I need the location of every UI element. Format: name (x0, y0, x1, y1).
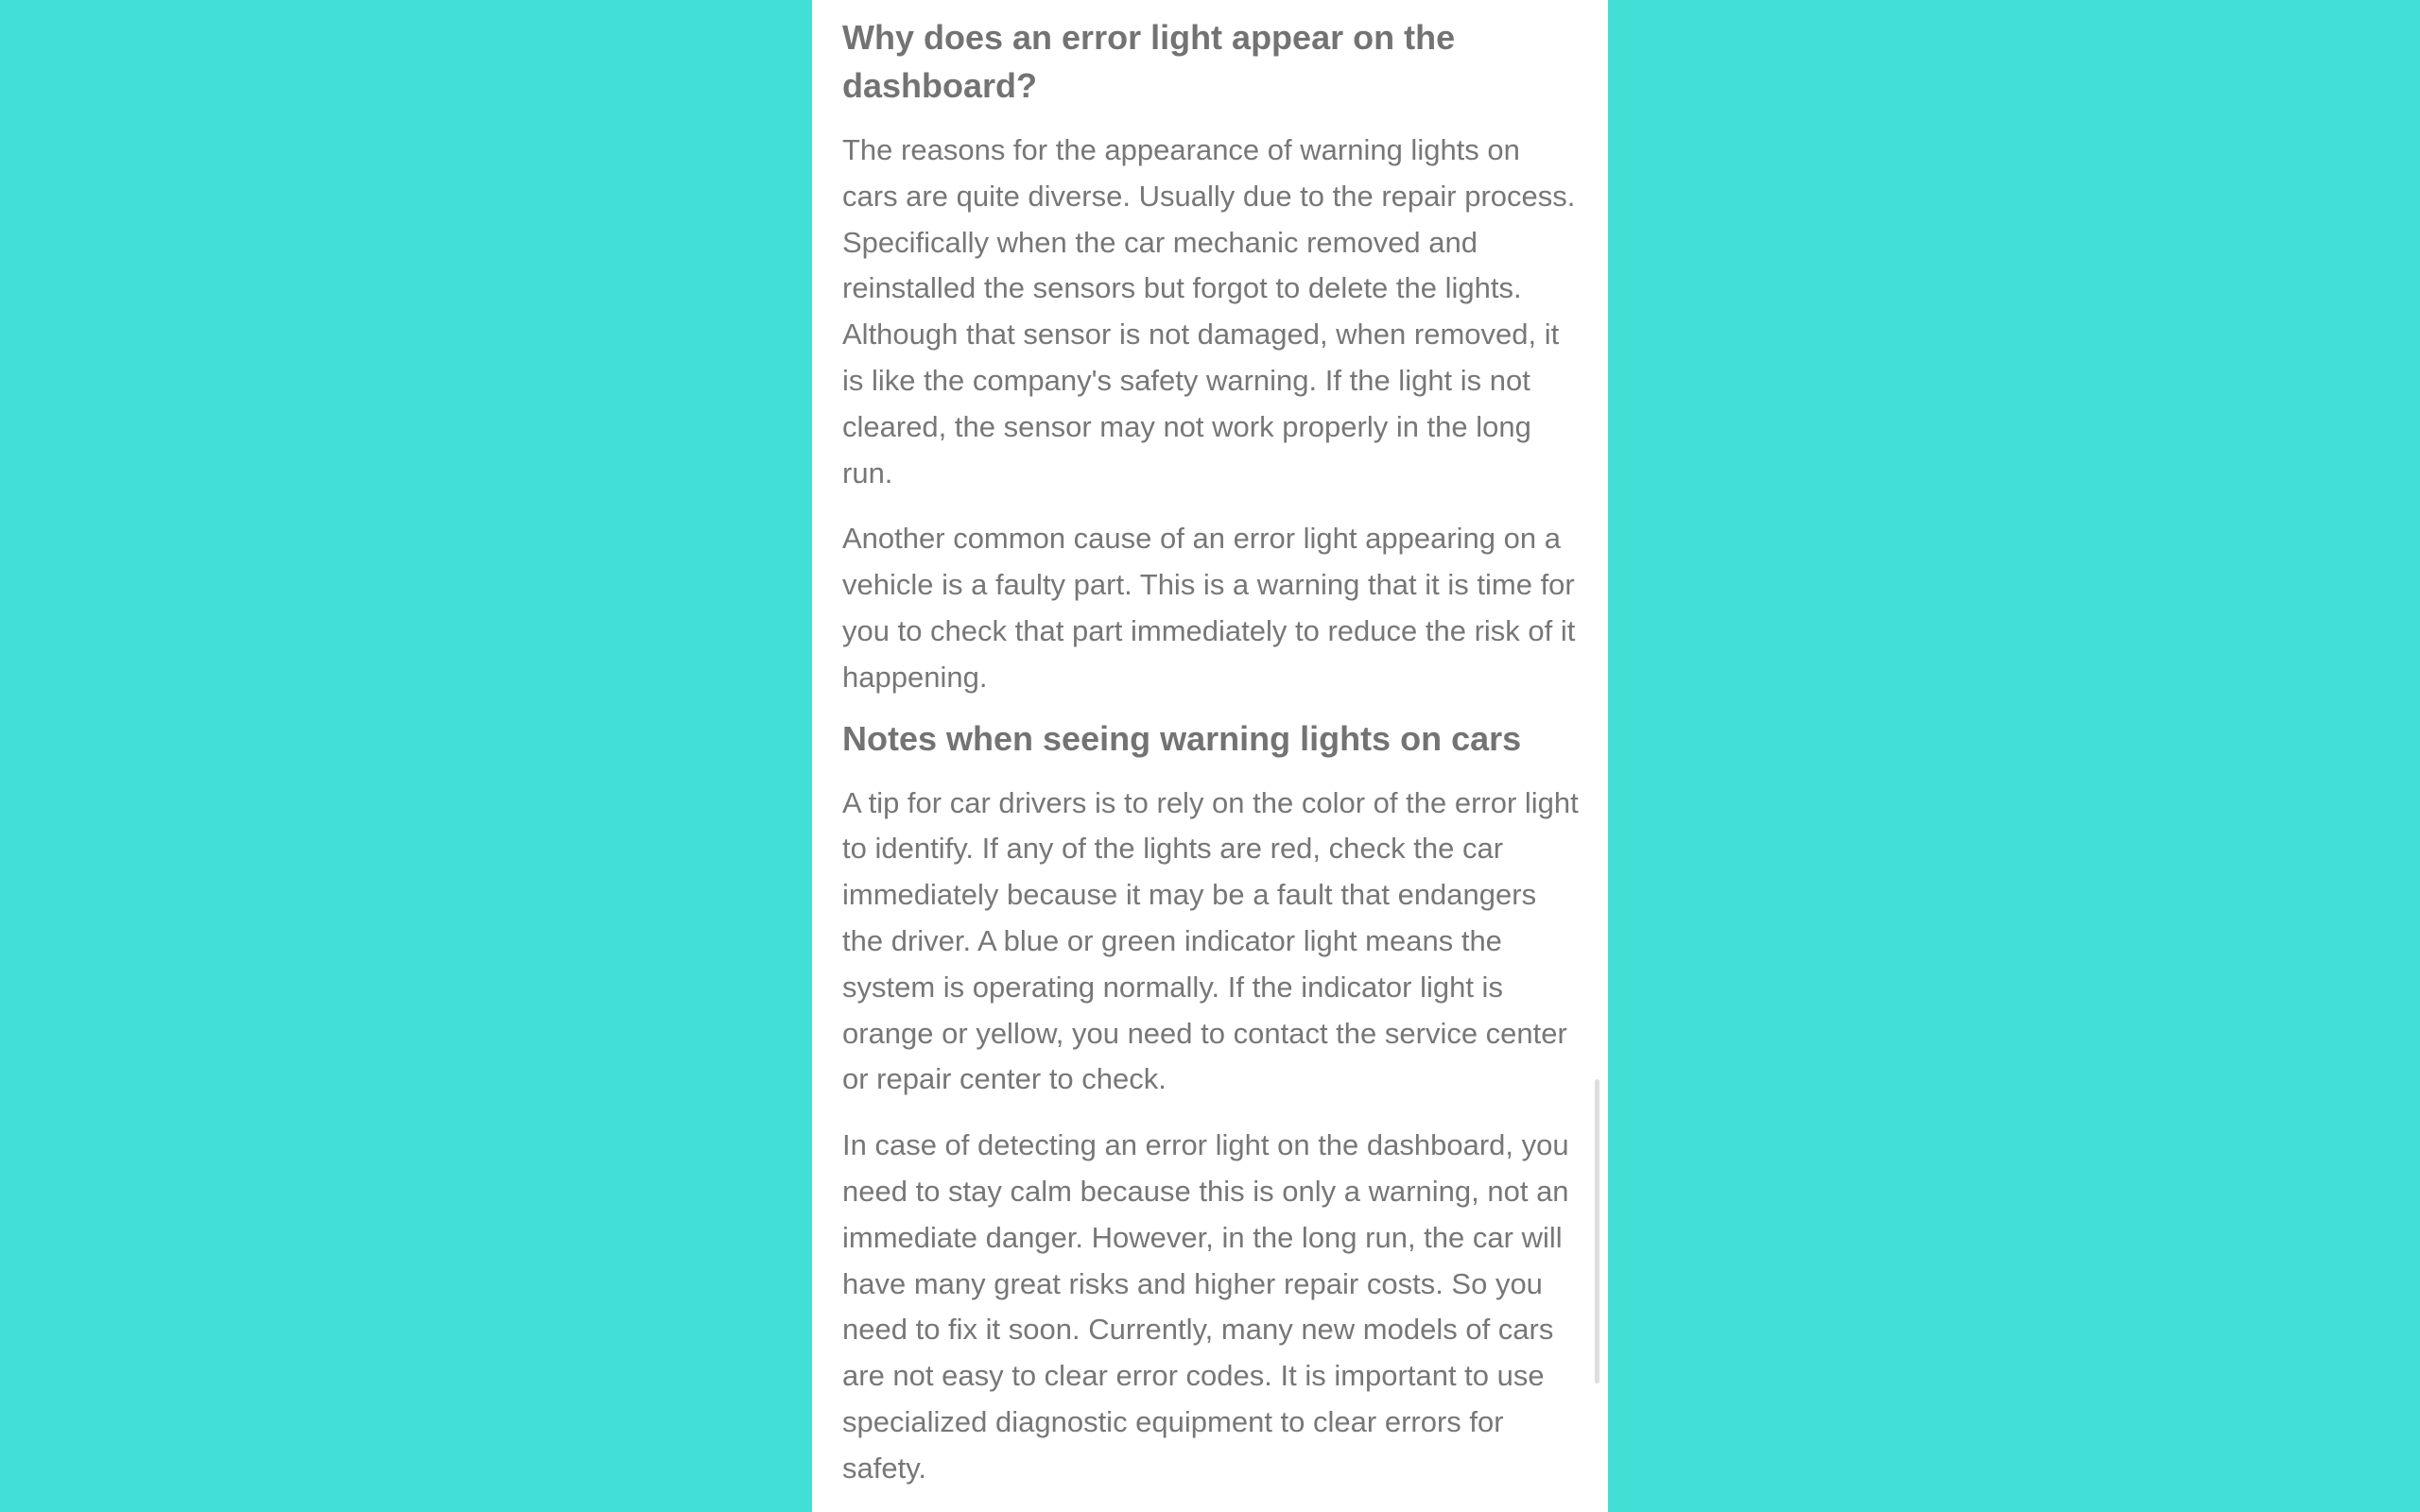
paragraph-causes: The reasons for the appearance of warning lights on cars are quite diverse. Usually due to the repair process. Specifically when the car mechanic removed and reinstalled the sensors but forgot to delete the lights. Although that sensor is not damaged, when removed, it is like the company's safety warning. If the light is not cleared, the sensor may not work properly in the long run. (842, 133, 1576, 490)
article-page (812, 0, 1608, 1512)
section-heading-error-light: Why does an error light appear on the dashboard? (842, 18, 1456, 105)
paragraph-light-colors: A tip for car drivers is to rely on the color of the error light to identify. If any of the lights are red, check the car immediately because it may be a fault that endangers the driver. A blue or green indicator light means the system is operating normally. If the indicator light is orange or yellow, you need to contact the service center or repair center to check. (842, 785, 1579, 1096)
paragraph-stay-calm: In case of detecting an error light on the dashboard, you need to stay calm because this is only a warning, not an immediate danger. However, in the long run, the car will have many great risks and higher repair costs. So you need to fix it soon. Currently, many new models of cars are not easy to clear error codes. It is important to use specialized diagnostic equipment to clear errors for safety. (842, 1128, 1569, 1485)
section-heading-notes: Notes when seeing warning lights on cars (842, 718, 1522, 758)
article-content (842, 13, 1580, 1492)
scrollbar-thumb[interactable] (1595, 1079, 1599, 1383)
paragraph-faulty-part: Another common cause of an error light appearing on a vehicle is a faulty part. This is a warning that it is time for you to check that part immediately to reduce the risk of it happening. (842, 522, 1576, 694)
